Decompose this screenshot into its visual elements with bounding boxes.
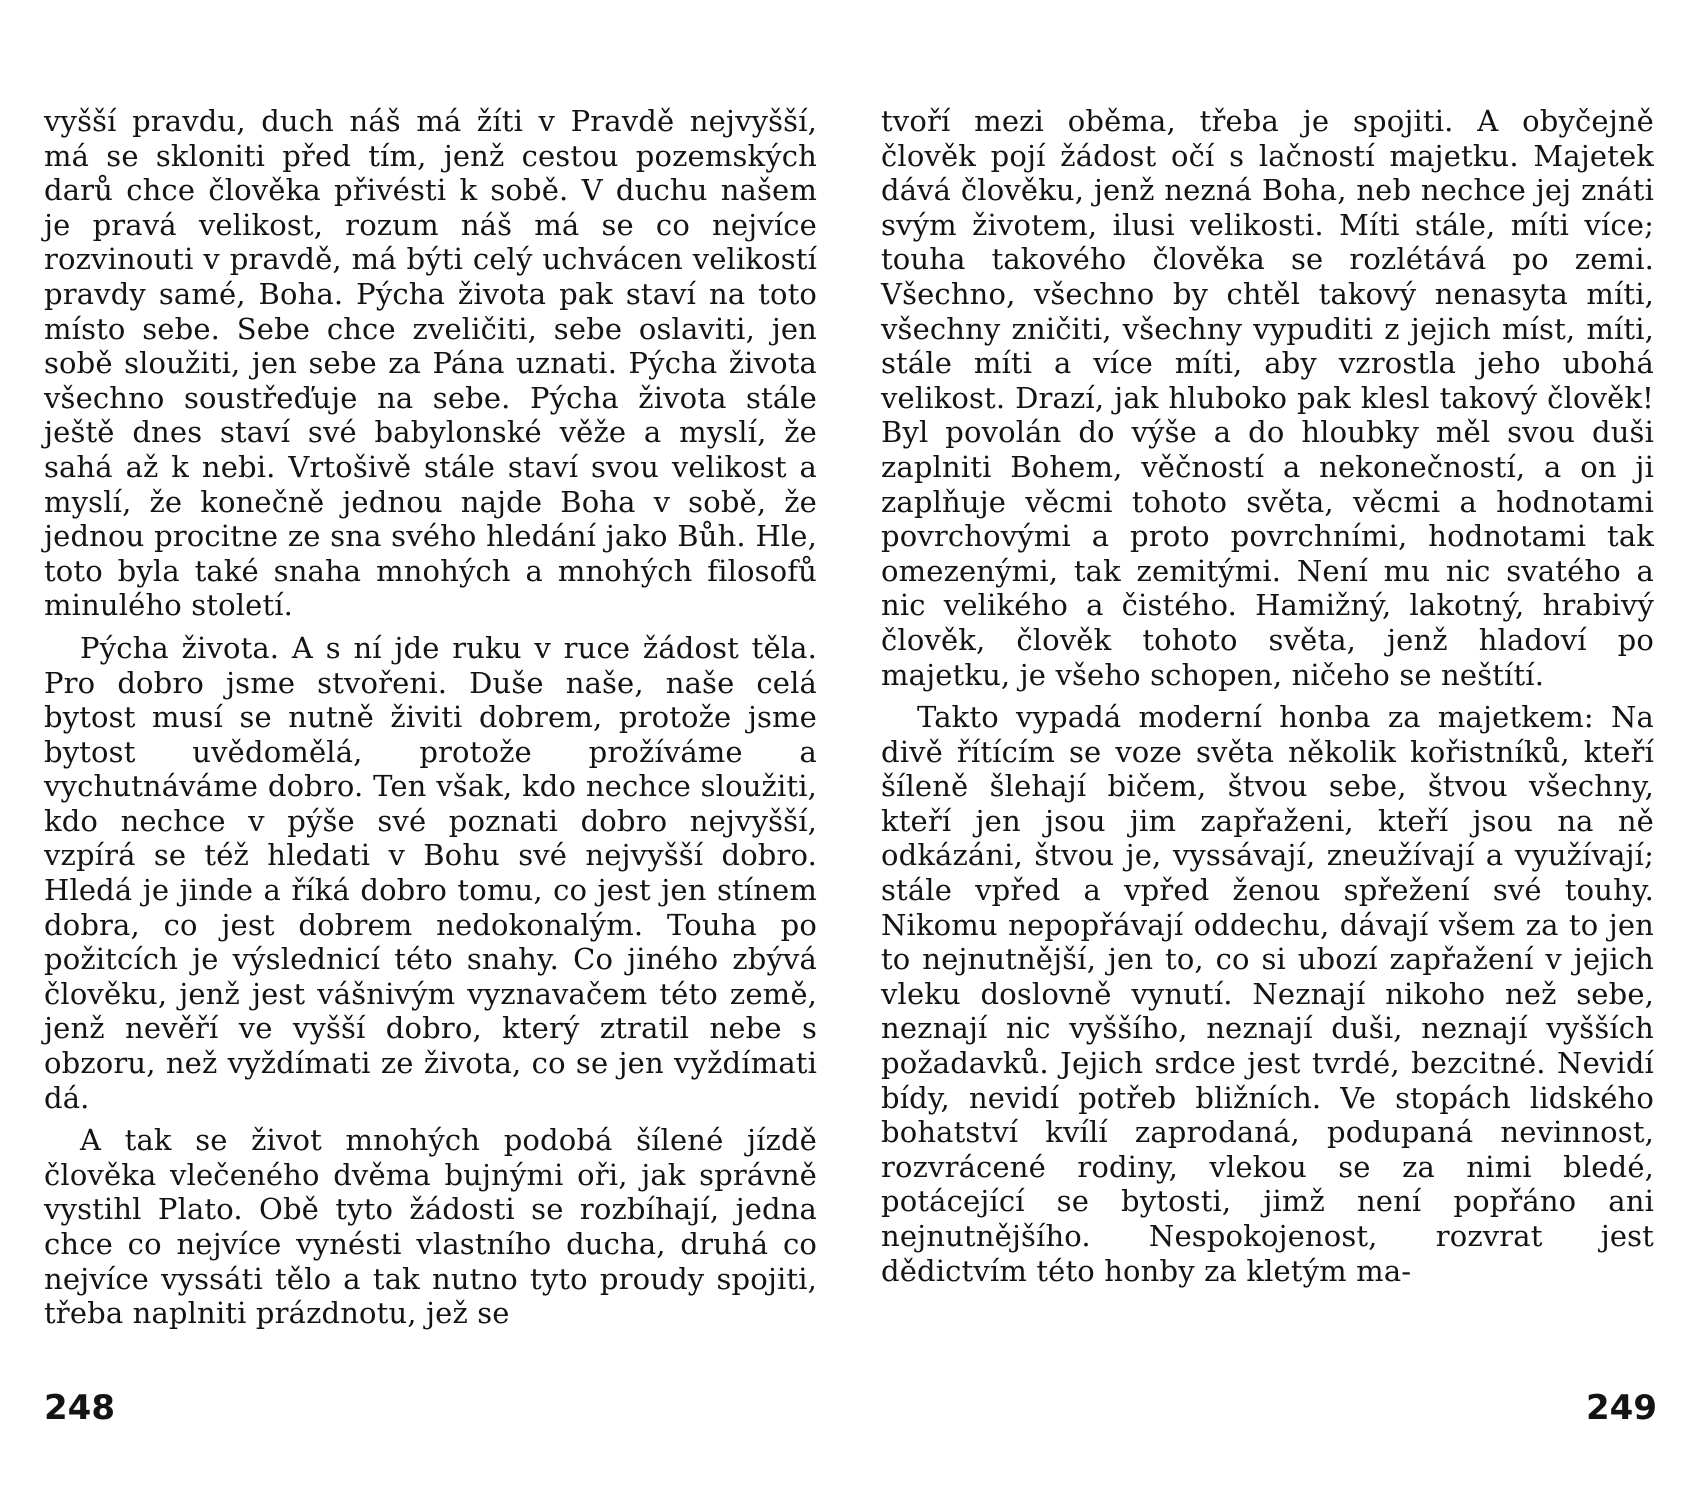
page-number: 248 [44,1388,115,1428]
paragraph: Pýcha života. A s ní jde ruku v ruce žádost těla. Pro dobro jsme stvořeni. Duše naše, naše celá bytost musí se nutně živiti dobrem, protože jsme bytost uvědomělá, protože prožíváme a vychutnáváme dobro. Ten však, kdo nechce sloužiti, kdo nechce v pýše své poznati dobro nejvyšší, vzpírá se též hledati v Bohu své nejvyšší dobro. Hledá je jinde a říká dobro tomu, co jest jen stínem dobra, co jest dobrem nedokonalým. Touha po požitcích je výslednicí této snahy. Co jiného zbývá člověku, jenž jest vášnivým vyznavačem této země, jenž nevěří ve vyšší dobro, který ztratil nebe s obzoru, než vyždímati ze života, co se jen vyždímati dá. [44,630,817,1115]
page-number: 249 [1586,1388,1657,1428]
left-page-text [44,104,817,1339]
paragraph: Takto vypadá moderní honba za majetkem: Na divě řítícím se voze světa několik kořistníků, kteří šíleně šlehají bičem, štvou sebe, štvou všechny, kteří jen jsou jim zapřaženi, kteří jsou na ně odkázáni, štvou je, vyssávají, zneužívají a využívají; stále vpřed a vpřed ženou spřežení své touhy. Nikomu nepopřávají oddechu, dávají všem za to jen to nejnutnější, jen to, co si ubozí zapřažení v jejich vleku doslovně vynutí. Neznají nikoho než sebe, neznají nic vyššího, neznají duši, neznají vyšších požadavků. Jejich srdce jest tvrdé, bezcitné. Nevidí bídy, nevidí potřeb bližních. Ve stopách lidského bohatství kvílí zaprodaná, podupaná nevinnost, rozvrácené rodiny, vlekou se za nimi bledé, potácející se bytosti, jimž není popřáno ani nejnutnějšího. Nespokojenost, rozvrat jest dědictvím této honby za kletým ma- [881,700,1654,1288]
right-page [851,0,1702,1500]
right-page-text [881,104,1654,1296]
paragraph: vyšší pravdu, duch náš má žíti v Pravdě nejvyšší, má se skloniti před tím, jenž cestou pozemských darů chce člověka přivésti k sobě. V duchu našem je pravá velikost, rozum náš má se co nejvíce rozvinouti v pravdě, má býti celý uchvácen velikostí pravdy samé, Boha. Pýcha života pak staví na toto místo sebe. Sebe chce zveličiti, sebe oslaviti, jen sobě sloužiti, jen sebe za Pána uznati. Pýcha života všechno soustřeďuje na sebe. Pýcha života stále ještě dnes staví své babylonské věže a myslí, že sahá až k nebi. Vrtošivě stále staví svou velikost a myslí, že konečně jednou najde Boha v sobě, že jednou procitne ze sna svého hledání jako Bůh. Hle, toto byla také snaha mnohých a mnohých filosofů minulého století. [44,104,817,623]
paragraph: A tak se život mnohých podobá šílené jízdě člověka vlečeného dvěma bujnými oři, jak správně vystihl Plato. Obě tyto žádosti se rozbíhají, jedna chce co nejvíce vynésti vlastního ducha, druhá co nejvíce vyssáti tělo a tak nutno tyto proudy spojiti, třeba naplniti prázdnotu, jež se [44,1123,817,1331]
paragraph: tvoří mezi oběma, třeba je spojiti. A obyčejně člověk pojí žádost očí s lačností majetku. Majetek dává člověku, jenž nezná Boha, neb nechce jej znáti svým životem, ilusi velikosti. Míti stále, míti více; touha takového člověka se rozlétává po zemi. Všechno, všechno by chtěl takový nenasyta míti, všechny zničiti, všechny vypuditi z jejich míst, míti, stále míti a více míti, aby vzrostla jeho ubohá velikost. Drazí, jak hluboko pak klesl takový člověk! Byl povolán do výše a do hloubky měl svou duši zaplniti Bohem, věčností a nekonečností, a on ji zaplňuje věcmi tohoto světa, věcmi a hodnotami povrchovými a proto povrchními, hodnotami tak omezenými, tak zemitými. Není mu nic svatého a nic velikého a čistého. Hamižný, lakotný, hrabivý člověk, člověk tohoto světa, jenž hladoví po majetku, je všeho schopen, ničeho se neštítí. [881,104,1654,692]
